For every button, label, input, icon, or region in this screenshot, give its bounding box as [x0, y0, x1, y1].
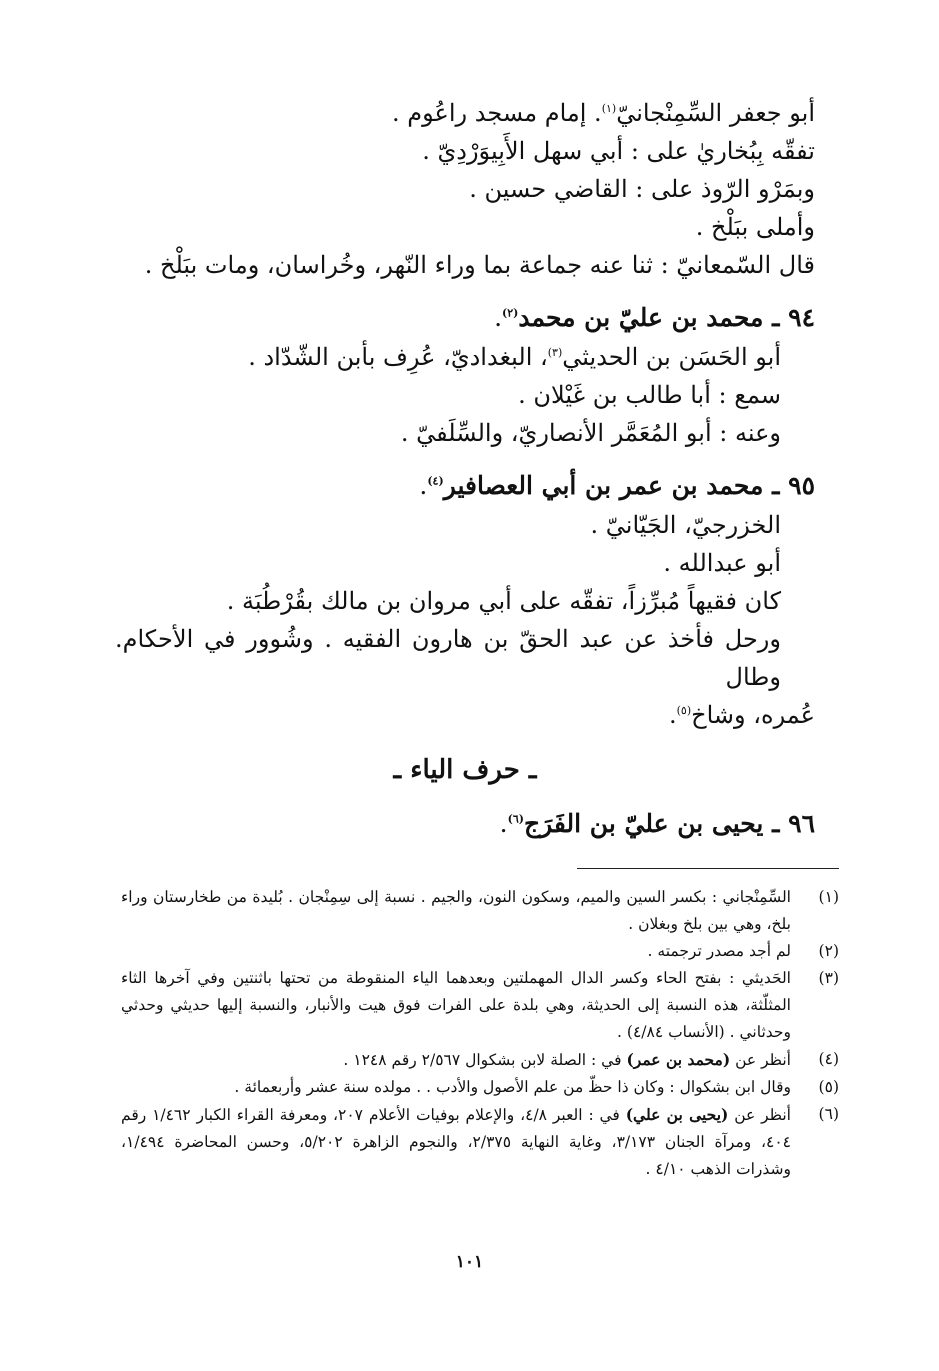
- footnote-3: [121, 965, 839, 1046]
- intro-line-3: وبمَرْو الرّوذ على : القاضي حسين .: [469, 175, 815, 203]
- footnote-ref-1[interactable]: (١): [601, 102, 617, 115]
- footnote-4: [121, 1046, 839, 1074]
- footnote-text: لم أجد مصدر ترجمته .: [647, 942, 791, 960]
- entry-96-title: ٩٦ ـ يحيى بن عليّ بن الفَرَج$^{(٦)}$.: [499, 809, 815, 838]
- footnote-number: (٢): [818, 942, 839, 960]
- footnote-text: السِّمِنْجاني : بكسر السين والميم، وسكون النون، والجيم . نسبة إلى سِمِنْجان . بُليدة من طخارستان وراء بلخ، وهي بين بلخ وبغلان .: [121, 888, 791, 933]
- entry-95-line-5: عُمره، وشاخ$^{(٥)}$.: [668, 701, 815, 729]
- section-heading: ـ حرف الياء ـ: [393, 755, 537, 785]
- footnote-number: (٥): [818, 1078, 839, 1096]
- entry-94-line-1: أبو الحَسَن بن الحديثي$^{(٣)}$، البغداديّ، عُرِف بأبن الشّدّاد .: [248, 343, 781, 371]
- footnote-6: [121, 1101, 839, 1183]
- footnote-number: (٣): [818, 969, 839, 987]
- intro-line-5: قال السّمعانيّ : ثنا عنه جماعة بما وراء النّهر، وخُراسان، ومات ببَلْخ .: [144, 251, 815, 279]
- footnote-ref-4[interactable]: (٤): [427, 474, 444, 488]
- entry-95-line-1: الخزرجيّ، الجَيّانيّ .: [590, 511, 781, 539]
- footnote-ref-2[interactable]: (٢): [502, 306, 519, 320]
- intro-line-2: تفقّه بِبُخاريٰ على : أبي سهل الأَبِيوَرْدِيّ .: [422, 137, 815, 165]
- footnote-text: أنظر عن (يحيى بن علي) في : العبر ٤/٨، والإعلام بوفيات الأعلام ٢٠٧، ومعرفة القراء الكبار ١/٤٦٢ رقم ٤٠٤، ومرآة الجنان ٣/١٧٣، وغاية النهاية ٢/٣٧٥، والنجوم الزاهرة ٥/٢٠٢، وحسن المحاضرة ١/٤٩٤، وشذرات الذهب ٤/١٠ .: [121, 1105, 792, 1178]
- footnote-text: الحَديثي : بفتح الحاء وكسر الدال المهملتين وبعدهما الياء المنقوطة من تحتها باثنتين وفي آخرها الثاء المثلّثة، هذه النسبة إلى الحديثة، وهي بلدة على الفرات فوق هيت والأنبار، والنسبة إليها حديثي وحدثي وحدثاني . (الأنساب ٤/٨٤) .: [121, 969, 791, 1041]
- entry-95-line-3: كان فقيهاً مُبرِّزاً، تفقّه على أبي مروان بن مالك بقُرْطُبَة .: [226, 587, 781, 615]
- entry-94-line-3: وعنه : أبو المُعَمَّر الأنصاريّ، والسِّلَفيّ .: [400, 419, 781, 447]
- intro-line-1: أبو جعفر السِّمِنْجانيّ$^{(١)}$. إمام مسجد راعُوم .: [392, 99, 815, 127]
- entry-94-title: ٩٤ ـ محمد بن عليّ بن محمد$^{(٢)}$.: [494, 303, 815, 332]
- entry-95-title: ٩٥ ـ محمد بن عمر بن أبي العصافير$^{(٤)}$.: [419, 471, 815, 500]
- entry-95-line-4: ورحل فأخذ عن عبد الحقّ بن هارون الفقيه . وشُوور في الأحكام. وطال: [115, 625, 781, 691]
- footnote-number: (٤): [818, 1050, 839, 1068]
- footnote-number: (١): [818, 888, 839, 906]
- footnote-ref-5[interactable]: (٥): [676, 704, 692, 717]
- footnote-divider: [577, 868, 839, 869]
- footnote-number: (٦): [818, 1105, 839, 1123]
- footnotes: [121, 884, 839, 1183]
- footnote-5: [121, 1074, 839, 1101]
- footnote-1: [121, 884, 839, 938]
- page-number: ١٠١: [455, 1252, 484, 1272]
- entry-94-line-2: سمع : أبا طالب بن غَيْلان .: [518, 381, 781, 409]
- footnote-text: وقال ابن بشكوال : وكان ذا حظّ من علم الأصول والأدب . . مولده سنة عشر وأربعمائة .: [234, 1078, 791, 1096]
- footnote-text: أنظر عن (محمد بن عمر) في : الصلة لابن بشكوال ٢/٥٦٧ رقم ١٢٤٨ .: [343, 1050, 791, 1069]
- footnote-2: [121, 938, 839, 965]
- entry-95-line-2: أبو عبدالله .: [663, 549, 781, 577]
- main-text: [115, 94, 815, 844]
- intro-line-4: وأملى ببَلْخ .: [695, 213, 815, 241]
- footnote-ref-3[interactable]: (٣): [547, 346, 563, 359]
- footnote-ref-6[interactable]: (٦): [507, 812, 524, 826]
